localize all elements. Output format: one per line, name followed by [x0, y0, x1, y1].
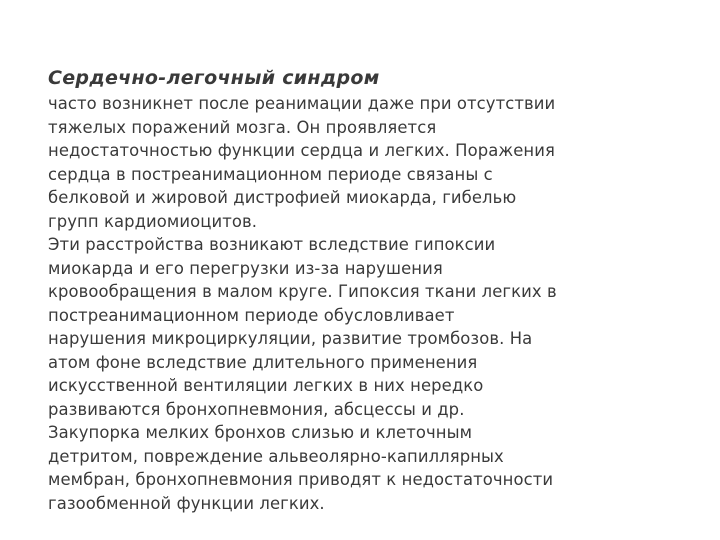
- slide-content: [48, 64, 678, 515]
- body-paragraph-1: часто возникнет после реанимации даже при отсутствии тяжелых поражений мозга. Он проявляется недостаточностью функции сердца и легких. Поражения сердца в постреанимационном периоде связаны с белковой и жировой дистрофией миокарда, гибелью групп кардиомиоцитов.: [48, 94, 556, 231]
- body-paragraph-2: Эти расстройства возникают вследствие гипоксии миокарда и его перегрузки из-за нарушения кровообращения в малом круге. Гипоксия ткани легких в постреанимационном периоде обусловливает нарушения микроциркуляции, развитие тромбозов. На атом фоне вследствие длительного применения искусственной вентиляции легких в них нередко развиваются бронхопневмония, абсцессы и др. Закупорка мелких бронхов слизью и клеточным детритом, повреждение альвеолярно-капиллярных мембран, бронхопневмония приводят к недостаточности газообменной функции легких.: [48, 235, 557, 513]
- slide-title: Сердечно-легочный синдром: [48, 67, 380, 89]
